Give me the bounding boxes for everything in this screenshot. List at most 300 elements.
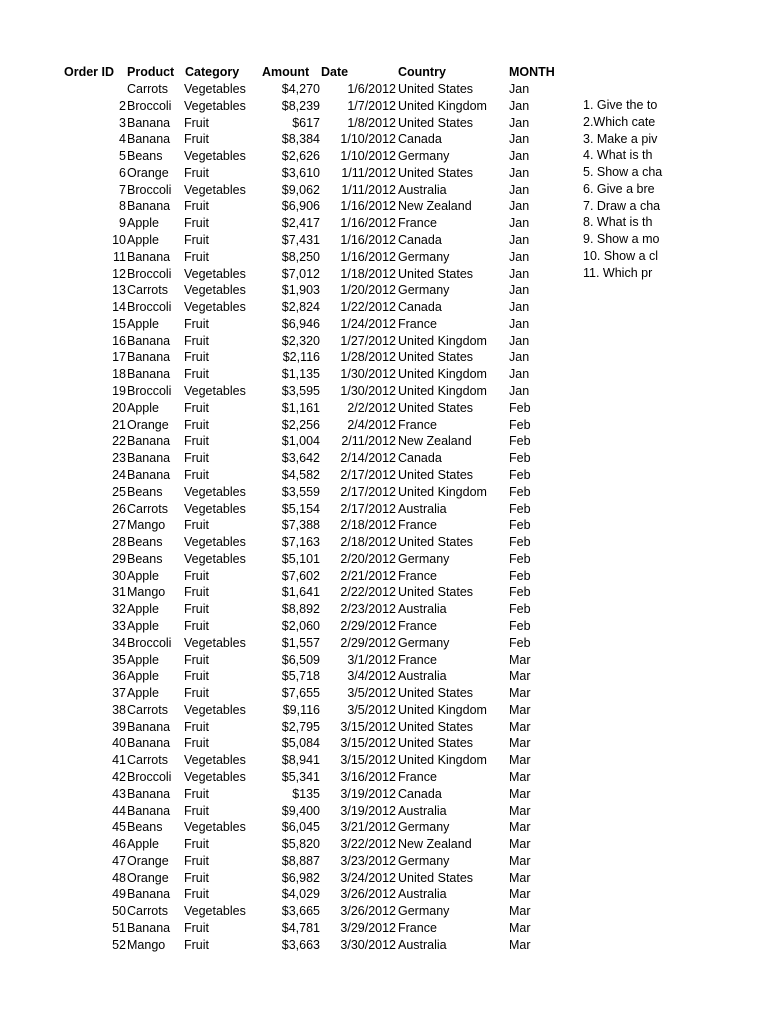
product-cell[interactable]: Banana <box>127 921 171 935</box>
date-cell[interactable]: 3/30/2012 <box>340 937 396 952</box>
category-cell[interactable]: Vegetables <box>184 551 246 566</box>
amount-cell[interactable]: $6,906 <box>281 199 320 214</box>
category-cell[interactable]: Fruit <box>184 853 209 868</box>
order-id-cell[interactable]: 36 <box>112 669 126 684</box>
date-cell[interactable]: 3/15/2012 <box>340 753 396 768</box>
order-id-cell[interactable]: 33 <box>112 618 126 633</box>
category-cell[interactable]: Vegetables <box>184 82 246 96</box>
order-id-cell[interactable]: 25 <box>112 484 126 499</box>
country-cell[interactable]: France <box>398 652 437 667</box>
amount-cell[interactable]: $3,665 <box>281 904 320 919</box>
country-cell[interactable]: United Kingdom <box>398 333 487 348</box>
product-cell[interactable]: Apple <box>127 618 159 633</box>
product-cell[interactable]: Broccoli <box>127 769 172 784</box>
country-cell[interactable]: France <box>398 518 437 533</box>
order-id-cell[interactable]: 32 <box>112 602 126 617</box>
category-cell[interactable]: Fruit <box>184 669 209 684</box>
country-cell[interactable]: United States <box>398 350 474 365</box>
date-cell[interactable]: 2/29/2012 <box>340 635 396 650</box>
product-cell[interactable]: Mango <box>127 585 166 600</box>
amount-cell[interactable]: $7,655 <box>281 686 320 701</box>
date-cell[interactable]: 3/26/2012 <box>340 887 396 902</box>
month-cell[interactable]: Jan <box>509 132 530 147</box>
product-cell[interactable]: Banana <box>127 467 171 482</box>
product-cell[interactable]: Carrots <box>127 702 168 717</box>
product-cell[interactable]: Carrots <box>127 82 168 96</box>
month-cell[interactable]: Feb <box>509 585 531 600</box>
date-cell[interactable]: 2/22/2012 <box>340 585 396 600</box>
amount-cell[interactable]: $2,824 <box>281 300 320 315</box>
date-cell[interactable]: 3/23/2012 <box>340 853 396 868</box>
category-cell[interactable]: Fruit <box>184 585 209 600</box>
date-cell[interactable]: 2/18/2012 <box>340 535 396 550</box>
month-cell[interactable]: Jan <box>509 300 530 315</box>
month-cell[interactable]: Feb <box>509 602 531 617</box>
category-cell[interactable]: Fruit <box>184 921 209 935</box>
order-id-cell[interactable]: 50 <box>112 904 126 919</box>
country-cell[interactable]: France <box>398 921 437 935</box>
country-cell[interactable]: France <box>398 618 437 633</box>
date-cell[interactable]: 1/28/2012 <box>340 350 396 365</box>
category-cell[interactable]: Fruit <box>184 249 209 264</box>
amount-cell[interactable]: $6,509 <box>281 652 320 667</box>
date-cell[interactable]: 1/16/2012 <box>340 216 396 231</box>
order-id-cell[interactable]: 12 <box>112 266 126 281</box>
country-cell[interactable]: Canada <box>398 233 442 248</box>
month-cell[interactable]: Jan <box>509 249 530 264</box>
order-id-cell[interactable]: 29 <box>112 551 126 566</box>
month-cell[interactable]: Feb <box>509 501 531 516</box>
country-cell[interactable]: Germany <box>398 635 450 650</box>
product-cell[interactable]: Apple <box>127 233 159 248</box>
month-cell[interactable]: Jan <box>509 98 530 113</box>
amount-cell[interactable]: $2,060 <box>281 618 320 633</box>
product-cell[interactable]: Orange <box>127 870 169 885</box>
amount-cell[interactable]: $9,062 <box>281 182 320 197</box>
month-cell[interactable]: Jan <box>509 165 530 180</box>
month-cell[interactable]: Jan <box>509 333 530 348</box>
country-cell[interactable]: United Kingdom <box>398 367 487 382</box>
product-cell[interactable]: Orange <box>127 417 169 432</box>
category-cell[interactable]: Fruit <box>184 652 209 667</box>
date-cell[interactable]: 2/17/2012 <box>340 484 396 499</box>
amount-cell[interactable]: $9,116 <box>282 702 320 717</box>
country-cell[interactable]: United States <box>398 115 474 130</box>
product-cell[interactable]: Apple <box>127 316 159 331</box>
product-cell[interactable]: Orange <box>127 853 169 868</box>
amount-cell[interactable]: $5,718 <box>281 669 320 684</box>
month-cell[interactable]: Jan <box>509 350 530 365</box>
country-cell[interactable]: France <box>398 769 437 784</box>
order-id-cell[interactable]: 16 <box>112 333 126 348</box>
amount-cell[interactable]: $5,101 <box>281 551 320 566</box>
product-cell[interactable]: Broccoli <box>127 384 172 399</box>
country-cell[interactable]: France <box>398 216 437 231</box>
order-id-cell[interactable]: 9 <box>119 216 126 231</box>
date-cell[interactable]: 2/29/2012 <box>340 618 396 633</box>
order-id-cell[interactable]: 27 <box>112 518 126 533</box>
country-cell[interactable]: New Zealand <box>398 199 472 214</box>
order-id-cell[interactable]: 18 <box>112 367 126 382</box>
month-cell[interactable]: Jan <box>509 233 530 248</box>
country-cell[interactable]: United Kingdom <box>398 384 487 399</box>
amount-cell[interactable]: $8,239 <box>281 98 320 113</box>
order-id-cell[interactable]: 20 <box>112 400 126 415</box>
category-cell[interactable]: Fruit <box>184 618 209 633</box>
date-cell[interactable]: 1/18/2012 <box>340 266 396 281</box>
amount-cell[interactable]: $3,663 <box>281 937 320 952</box>
country-cell[interactable]: Canada <box>398 300 442 315</box>
month-cell[interactable]: Jan <box>509 316 530 331</box>
product-cell[interactable]: Broccoli <box>127 266 172 281</box>
month-cell[interactable]: Jan <box>509 266 530 281</box>
country-cell[interactable]: United States <box>398 686 474 701</box>
order-id-cell[interactable]: 6 <box>119 165 126 180</box>
month-cell[interactable]: Mar <box>509 921 531 935</box>
month-cell[interactable]: Mar <box>509 669 531 684</box>
amount-cell[interactable]: $6,982 <box>281 870 320 885</box>
category-cell[interactable]: Vegetables <box>184 769 246 784</box>
amount-cell[interactable]: $3,610 <box>281 165 320 180</box>
amount-cell[interactable]: $1,903 <box>281 283 320 298</box>
order-id-cell[interactable]: 41 <box>112 753 126 768</box>
month-cell[interactable]: Mar <box>509 702 531 717</box>
header-category[interactable]: Category <box>185 65 240 79</box>
order-id-cell[interactable]: 13 <box>112 283 126 298</box>
header-product[interactable]: Product <box>127 65 175 79</box>
country-cell[interactable]: United States <box>398 266 474 281</box>
month-cell[interactable]: Mar <box>509 937 531 952</box>
date-cell[interactable]: 1/10/2012 <box>340 149 396 164</box>
amount-cell[interactable]: $3,595 <box>281 384 320 399</box>
date-cell[interactable]: 1/22/2012 <box>340 300 396 315</box>
amount-cell[interactable]: $8,384 <box>281 132 320 147</box>
category-cell[interactable]: Fruit <box>184 400 209 415</box>
month-cell[interactable]: Feb <box>509 568 531 583</box>
month-cell[interactable]: Jan <box>509 216 530 231</box>
order-id-cell[interactable]: 42 <box>112 769 126 784</box>
order-id-cell[interactable]: 45 <box>112 820 126 835</box>
order-id-cell[interactable]: 28 <box>112 535 126 550</box>
date-cell[interactable]: 2/4/2012 <box>347 417 396 432</box>
question-cell[interactable]: 2.Which cate <box>583 114 656 129</box>
month-cell[interactable]: Feb <box>509 467 531 482</box>
amount-cell[interactable]: $4,582 <box>281 467 320 482</box>
country-cell[interactable]: United States <box>398 400 474 415</box>
question-cell[interactable]: 10. Show a cl <box>583 249 659 264</box>
question-cell[interactable]: 4. What is th <box>583 148 653 163</box>
product-cell[interactable]: Beans <box>127 535 163 550</box>
product-cell[interactable]: Carrots <box>127 753 168 768</box>
order-id-cell[interactable]: 26 <box>112 501 126 516</box>
country-cell[interactable]: Germany <box>398 820 450 835</box>
amount-cell[interactable]: $2,626 <box>281 149 320 164</box>
category-cell[interactable]: Vegetables <box>184 753 246 768</box>
amount-cell[interactable]: $4,781 <box>281 921 320 935</box>
order-id-cell[interactable]: 52 <box>112 937 126 952</box>
order-id-cell[interactable]: 43 <box>112 786 126 801</box>
month-cell[interactable]: Mar <box>509 887 531 902</box>
category-cell[interactable]: Vegetables <box>184 283 246 298</box>
amount-cell[interactable]: $6,946 <box>281 316 320 331</box>
date-cell[interactable]: 1/8/2012 <box>347 115 396 130</box>
category-cell[interactable]: Vegetables <box>184 266 246 281</box>
country-cell[interactable]: United States <box>398 165 474 180</box>
amount-cell[interactable]: $8,250 <box>281 249 320 264</box>
month-cell[interactable]: Feb <box>509 484 531 499</box>
order-id-cell[interactable]: 44 <box>112 803 126 818</box>
date-cell[interactable]: 2/17/2012 <box>340 501 396 516</box>
product-cell[interactable]: Banana <box>127 333 171 348</box>
order-id-cell[interactable]: 17 <box>112 350 126 365</box>
order-id-cell[interactable]: 51 <box>112 921 126 935</box>
date-cell[interactable]: 2/21/2012 <box>340 568 396 583</box>
amount-cell[interactable]: $6,045 <box>281 820 320 835</box>
date-cell[interactable]: 1/20/2012 <box>340 283 396 298</box>
date-cell[interactable]: 1/16/2012 <box>340 233 396 248</box>
date-cell[interactable]: 3/5/2012 <box>347 686 396 701</box>
order-id-cell[interactable]: 4 <box>119 132 126 147</box>
product-cell[interactable]: Carrots <box>127 904 168 919</box>
category-cell[interactable]: Fruit <box>184 602 209 617</box>
country-cell[interactable]: United States <box>398 736 474 751</box>
order-id-cell[interactable]: 15 <box>112 316 126 331</box>
country-cell[interactable]: Australia <box>398 602 447 617</box>
product-cell[interactable]: Carrots <box>127 501 168 516</box>
country-cell[interactable]: Australia <box>398 501 447 516</box>
country-cell[interactable]: France <box>398 417 437 432</box>
month-cell[interactable]: Feb <box>509 451 531 466</box>
category-cell[interactable]: Fruit <box>184 870 209 885</box>
month-cell[interactable]: Feb <box>509 618 531 633</box>
date-cell[interactable]: 2/23/2012 <box>340 602 396 617</box>
category-cell[interactable]: Fruit <box>184 417 209 432</box>
country-cell[interactable]: Germany <box>398 551 450 566</box>
category-cell[interactable]: Vegetables <box>184 484 246 499</box>
order-id-cell[interactable]: 46 <box>112 837 126 852</box>
category-cell[interactable]: Vegetables <box>184 702 246 717</box>
product-cell[interactable]: Broccoli <box>127 98 172 113</box>
amount-cell[interactable]: $7,388 <box>281 518 320 533</box>
amount-cell[interactable]: $5,820 <box>281 837 320 852</box>
month-cell[interactable]: Feb <box>509 551 531 566</box>
date-cell[interactable]: 3/15/2012 <box>340 719 396 734</box>
country-cell[interactable]: United Kingdom <box>398 753 487 768</box>
category-cell[interactable]: Fruit <box>184 333 209 348</box>
order-id-cell[interactable]: 2 <box>119 98 126 113</box>
month-cell[interactable]: Jan <box>509 149 530 164</box>
amount-cell[interactable]: $8,941 <box>281 753 320 768</box>
country-cell[interactable]: Canada <box>398 132 442 147</box>
date-cell[interactable]: 2/14/2012 <box>340 451 396 466</box>
month-cell[interactable]: Jan <box>509 367 530 382</box>
product-cell[interactable]: Banana <box>127 115 171 130</box>
product-cell[interactable]: Banana <box>127 199 171 214</box>
product-cell[interactable]: Banana <box>127 451 171 466</box>
country-cell[interactable]: Australia <box>398 887 447 902</box>
date-cell[interactable]: 3/5/2012 <box>347 702 396 717</box>
category-cell[interactable]: Fruit <box>184 887 209 902</box>
date-cell[interactable]: 3/21/2012 <box>340 820 396 835</box>
month-cell[interactable]: Jan <box>509 199 530 214</box>
date-cell[interactable]: 2/17/2012 <box>340 467 396 482</box>
amount-cell[interactable]: $8,887 <box>281 853 320 868</box>
product-cell[interactable]: Banana <box>127 803 171 818</box>
date-cell[interactable]: 2/20/2012 <box>340 551 396 566</box>
country-cell[interactable]: France <box>398 316 437 331</box>
category-cell[interactable]: Vegetables <box>184 182 246 197</box>
category-cell[interactable]: Fruit <box>184 233 209 248</box>
category-cell[interactable]: Fruit <box>184 199 209 214</box>
product-cell[interactable]: Broccoli <box>127 300 172 315</box>
date-cell[interactable]: 1/11/2012 <box>341 182 396 197</box>
product-cell[interactable]: Mango <box>127 937 166 952</box>
category-cell[interactable]: Vegetables <box>184 904 246 919</box>
header-order-id[interactable]: Order ID <box>64 65 115 79</box>
product-cell[interactable]: Apple <box>127 837 159 852</box>
product-cell[interactable]: Beans <box>127 551 163 566</box>
product-cell[interactable]: Banana <box>127 434 171 449</box>
country-cell[interactable]: Australia <box>398 803 447 818</box>
order-id-cell[interactable] <box>60 81 126 98</box>
product-cell[interactable]: Carrots <box>127 283 168 298</box>
header-date[interactable]: Date <box>321 65 349 79</box>
month-cell[interactable]: Mar <box>509 837 531 852</box>
date-cell[interactable]: 1/30/2012 <box>340 367 396 382</box>
country-cell[interactable]: United States <box>398 82 474 96</box>
date-cell[interactable]: 1/24/2012 <box>340 316 396 331</box>
order-id-cell[interactable]: 48 <box>112 870 126 885</box>
amount-cell[interactable]: $7,602 <box>281 568 320 583</box>
amount-cell[interactable]: $5,084 <box>281 736 320 751</box>
category-cell[interactable]: Fruit <box>184 216 209 231</box>
category-cell[interactable]: Fruit <box>184 568 209 583</box>
amount-cell[interactable]: $1,641 <box>281 585 320 600</box>
question-cell[interactable]: 6. Give a bre <box>583 181 655 196</box>
month-cell[interactable]: Jan <box>509 283 530 298</box>
country-cell[interactable]: Germany <box>398 904 450 919</box>
month-cell[interactable]: Feb <box>509 400 531 415</box>
header-country[interactable]: Country <box>398 65 446 79</box>
category-cell[interactable]: Fruit <box>184 937 209 952</box>
amount-cell[interactable]: $4,029 <box>281 887 320 902</box>
month-cell[interactable]: Mar <box>509 904 531 919</box>
date-cell[interactable]: 1/11/2012 <box>341 165 396 180</box>
product-cell[interactable]: Apple <box>127 400 159 415</box>
month-cell[interactable]: Mar <box>509 769 531 784</box>
order-id-cell[interactable]: 5 <box>119 149 126 164</box>
order-id-cell[interactable]: 34 <box>112 635 126 650</box>
product-cell[interactable]: Apple <box>127 669 159 684</box>
month-cell[interactable]: Mar <box>509 786 531 801</box>
date-cell[interactable]: 2/2/2012 <box>347 400 396 415</box>
question-cell[interactable]: 11. Which pr <box>583 265 653 280</box>
category-cell[interactable]: Fruit <box>184 686 209 701</box>
country-cell[interactable]: United States <box>398 870 474 885</box>
question-cell[interactable]: 1. Give the to <box>583 98 658 112</box>
category-cell[interactable]: Fruit <box>184 467 209 482</box>
country-cell[interactable]: United Kingdom <box>398 484 487 499</box>
product-cell[interactable]: Mango <box>127 518 166 533</box>
amount-cell[interactable]: $4,270 <box>281 82 320 96</box>
order-id-cell[interactable]: 30 <box>112 568 126 583</box>
product-cell[interactable]: Banana <box>127 887 171 902</box>
date-cell[interactable]: 3/16/2012 <box>340 769 396 784</box>
category-cell[interactable]: Vegetables <box>184 149 246 164</box>
country-cell[interactable]: United States <box>398 535 474 550</box>
amount-cell[interactable]: $7,431 <box>281 233 320 248</box>
date-cell[interactable]: 3/19/2012 <box>340 786 396 801</box>
country-cell[interactable]: Australia <box>398 669 447 684</box>
month-cell[interactable]: Feb <box>509 417 531 432</box>
product-cell[interactable]: Apple <box>127 686 159 701</box>
country-cell[interactable]: United Kingdom <box>398 702 487 717</box>
order-id-cell[interactable]: 39 <box>112 719 126 734</box>
month-cell[interactable]: Jan <box>509 82 530 96</box>
amount-cell[interactable]: $7,012 <box>281 266 320 281</box>
date-cell[interactable]: 3/24/2012 <box>340 870 396 885</box>
product-cell[interactable]: Beans <box>127 149 163 164</box>
product-cell[interactable]: Beans <box>127 484 163 499</box>
product-cell[interactable]: Broccoli <box>127 635 172 650</box>
month-cell[interactable]: Mar <box>509 719 531 734</box>
amount-cell[interactable]: $1,004 <box>281 434 320 449</box>
header-amount[interactable]: Amount <box>262 65 310 79</box>
amount-cell[interactable]: $8,892 <box>281 602 320 617</box>
product-cell[interactable]: Banana <box>127 786 171 801</box>
order-id-cell[interactable]: 37 <box>112 686 126 701</box>
question-cell[interactable]: 5. Show a cha <box>583 165 663 180</box>
country-cell[interactable]: United Kingdom <box>398 98 487 113</box>
category-cell[interactable]: Fruit <box>184 316 209 331</box>
product-cell[interactable]: Banana <box>127 367 171 382</box>
order-id-cell[interactable]: 10 <box>112 233 126 248</box>
category-cell[interactable]: Fruit <box>184 786 209 801</box>
category-cell[interactable]: Fruit <box>184 350 209 365</box>
country-cell[interactable]: United States <box>398 585 474 600</box>
question-cell[interactable]: 9. Show a mo <box>583 232 660 247</box>
month-cell[interactable]: Jan <box>509 182 530 197</box>
country-cell[interactable]: France <box>398 568 437 583</box>
order-id-cell[interactable]: 11 <box>113 249 126 264</box>
category-cell[interactable]: Fruit <box>184 132 209 147</box>
country-cell[interactable]: United States <box>398 467 474 482</box>
amount-cell[interactable]: $135 <box>292 786 320 801</box>
amount-cell[interactable]: $7,163 <box>281 535 320 550</box>
amount-cell[interactable]: $5,341 <box>281 769 320 784</box>
month-cell[interactable]: Jan <box>509 384 530 399</box>
amount-cell[interactable]: $3,559 <box>281 484 320 499</box>
country-cell[interactable]: United States <box>398 719 474 734</box>
order-id-cell[interactable]: 7 <box>119 182 126 197</box>
month-cell[interactable]: Mar <box>509 736 531 751</box>
product-cell[interactable]: Apple <box>127 216 159 231</box>
amount-cell[interactable]: $5,154 <box>281 501 320 516</box>
order-id-cell[interactable]: 49 <box>112 887 126 902</box>
date-cell[interactable]: 1/30/2012 <box>340 384 396 399</box>
order-id-cell[interactable]: 23 <box>112 451 126 466</box>
category-cell[interactable]: Vegetables <box>184 535 246 550</box>
month-cell[interactable]: Mar <box>509 820 531 835</box>
order-id-cell[interactable]: 19 <box>112 384 126 399</box>
header-month[interactable]: MONTH <box>509 65 555 79</box>
month-cell[interactable]: Feb <box>509 635 531 650</box>
date-cell[interactable]: 2/11/2012 <box>341 434 396 449</box>
product-cell[interactable]: Banana <box>127 249 171 264</box>
month-cell[interactable]: Jan <box>509 115 530 130</box>
category-cell[interactable]: Fruit <box>184 837 209 852</box>
product-cell[interactable]: Broccoli <box>127 182 172 197</box>
